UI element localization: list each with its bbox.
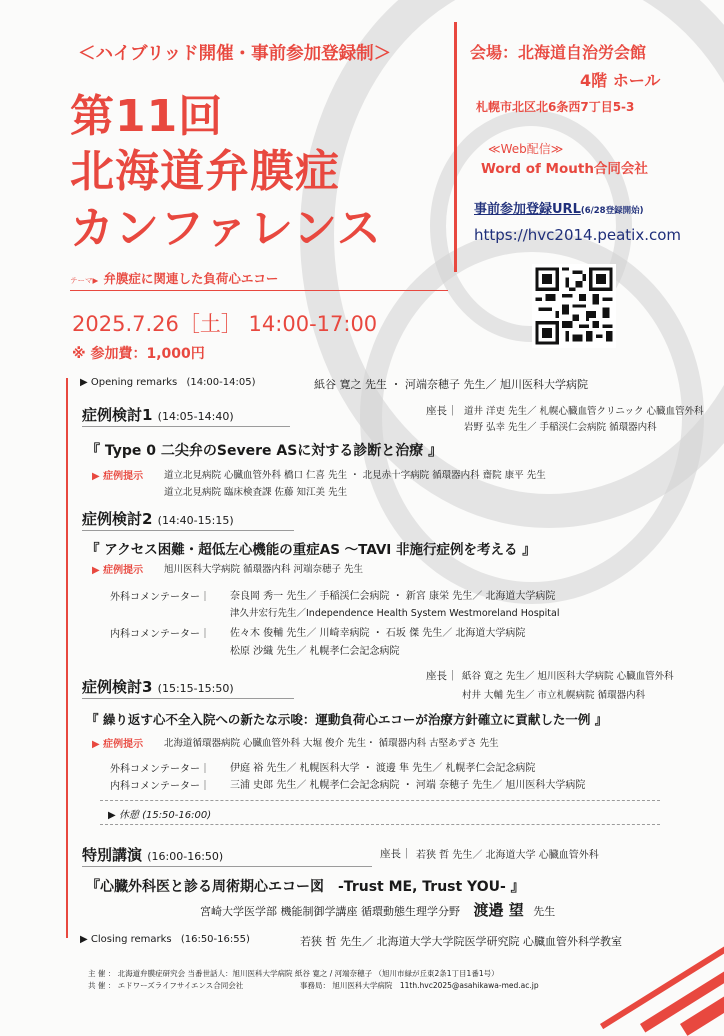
- registration-label: 事前参加登録URL: [474, 202, 581, 217]
- footer-host-label: 主 催 ：: [88, 969, 116, 978]
- lecture-heading-row: [82, 844, 223, 865]
- web-company: Word of Mouth合同会社: [481, 161, 648, 177]
- closing-label: ▶ Closing remarks: [80, 934, 172, 945]
- case3-title: 『 繰り返す心不全入院への新たな示唆：運動負荷心エコーが治療方針確立に貢献した一例 』: [86, 712, 608, 727]
- registration-url[interactable]: https://hvc2014.peatix.com: [474, 226, 682, 244]
- footer-host: 北海道弁膜症研究会 当番世話人：旭川医科大学病院 紙谷 寛之 / 河端奈穂子 （旭川市緑が丘東2条1丁目1番1号）: [117, 969, 499, 978]
- theme-prefix: テーマ▶: [70, 276, 99, 285]
- event-date: 2025.7.26［土］ 14:00-17:00: [72, 312, 378, 336]
- registration-qr-code[interactable]: [532, 264, 616, 348]
- lecture-speaker-row: [200, 899, 555, 920]
- lecture-chair-label: 座長｜: [380, 848, 412, 860]
- break-rule-top: [100, 800, 660, 802]
- case1-chair-1: 道井 洋吏 先生／ 札幌心臓血管クリニック 心臓血管外科: [464, 406, 704, 417]
- case3-heading-row: [82, 676, 234, 697]
- venue-label-1: 会場：北海道自治労会館: [470, 43, 647, 62]
- case1-title: 『 Type 0 二尖弁のSevere ASに対する診断と治療 』: [86, 443, 443, 459]
- case1-presenter-label: ▶ 症例提示: [92, 471, 144, 482]
- case1-chair-label: 座長｜: [426, 405, 458, 417]
- lecture-rule: [82, 866, 372, 867]
- case2-time: (14:40-15:15): [157, 514, 234, 527]
- break-time: (15:50-16:00): [142, 810, 212, 821]
- case2-physician-label: 内科コメンテーター｜: [110, 629, 210, 640]
- break-row: [108, 806, 211, 821]
- title-line-2: 北海道弁膜症: [70, 146, 340, 197]
- opening-row: [80, 377, 256, 388]
- title-line-3: カンファレンス: [70, 203, 382, 254]
- venue-label-2: 4階 ホール: [580, 71, 661, 90]
- lecture-speaker-affiliation: 宮崎大学医学部 機能制御学講座 循環動態生理学分野: [200, 905, 460, 918]
- fee: ※ 参加費：1,000円: [72, 346, 205, 362]
- case2-title: 『 アクセス困難・超低左心機能の重症AS ～TAVI 非施行症例を考える 』: [86, 542, 536, 558]
- opening-time: (14:00-14:05): [186, 377, 256, 388]
- case3-surgeon: 伊庭 裕 先生／ 札幌医科大学 ・ 渡邊 隼 先生／ 札幌孝仁会記念病院: [230, 763, 536, 774]
- opening-speakers: 紙谷 寛之 先生 ・ 河端奈穂子 先生／ 旭川医科大学病院: [314, 378, 588, 391]
- case2-surgeon-2: 津久井宏行先生／Independence Health System Westmoreland Hospital: [230, 608, 560, 619]
- case1-presenter-1: 道立北見病院 心臓血管外科 橋口 仁喜 先生 ・ 北見赤十字病院 循環器内科 齋院 康平 先生: [164, 470, 546, 481]
- case1-heading-row: [82, 404, 234, 425]
- footer-office-row: [300, 980, 539, 991]
- footer-office-label: 事務局：: [300, 981, 330, 990]
- case1-chair-2: 岩野 弘幸 先生／ 手稲渓仁会病院 循環器内科: [464, 422, 657, 433]
- registration-label-row: [474, 198, 643, 217]
- footer-host-row: [88, 968, 499, 979]
- closing-row: [80, 934, 250, 945]
- lecture-chair: 若狭 哲 先生／ 北海道大学 心臓血管外科: [416, 850, 599, 861]
- web-label: ≪Web配信≫: [488, 142, 564, 156]
- footer-office: 旭川医科大学病院 11th.hvc2025@asahikawa-med.ac.jp: [332, 981, 539, 990]
- case2-heading-row: [82, 508, 234, 529]
- case2-physician-1: 佐々木 俊輔 先生／ 川崎幸病院 ・ 石坂 傑 先生／ 北海道大学病院: [230, 628, 526, 639]
- title-line-1: 第11回: [70, 91, 224, 142]
- break-label: ▶ 休憩: [108, 810, 139, 821]
- case2-heading: 症例検討2: [82, 510, 153, 528]
- theme-underline: [70, 290, 448, 291]
- case3-heading: 症例検討3: [82, 678, 153, 696]
- footer-cohost-label: 共 催 ：: [88, 981, 116, 990]
- case1-rule: [82, 426, 290, 427]
- case1-heading: 症例検討1: [82, 406, 153, 424]
- case3-rule: [82, 698, 294, 699]
- case3-physician: 三浦 史郎 先生／ 札幌孝仁会記念病院 ・ 河端 奈穂子 先生／ 旭川医科大学病院: [230, 780, 586, 791]
- left-accent-line: [66, 378, 68, 938]
- case3-presenter-label: ▶ 症例提示: [92, 739, 144, 750]
- lecture-speaker-suffix: 先生: [533, 905, 556, 918]
- theme-text: 弁膜症に関連した負荷心エコー: [103, 271, 279, 286]
- case3-time: (15:15-15:50): [157, 682, 234, 695]
- theme-row: [70, 268, 278, 287]
- break-rule-bottom: [100, 824, 660, 826]
- case2-presenter-label: ▶ 症例提示: [92, 565, 144, 576]
- lecture-speaker-name: 渡邉 望: [473, 901, 524, 919]
- footer-cohost-row: [88, 980, 243, 991]
- title-divider: [454, 22, 457, 272]
- opening-label: ▶ Opening remarks: [80, 377, 178, 388]
- case3-chair-label: 座長｜: [426, 670, 458, 682]
- registration-note: (6/28登録開始): [580, 206, 644, 216]
- case3-physician-label: 内科コメンテーター｜: [110, 781, 210, 792]
- case2-surgeon-1: 奈良岡 秀一 先生／ 手稲渓仁会病院 ・ 新宮 康栄 先生／ 北海道大学病院: [230, 591, 556, 602]
- footer-cohost: エドワーズライフサイエンス合同会社: [117, 981, 244, 990]
- lecture-heading: 特別講演: [82, 846, 143, 864]
- closing-time: (16:50-16:55): [180, 934, 250, 945]
- case3-presenter: 北海道循環器病院 心臓血管外科 大堀 俊介 先生・ 循環器内科 古堅あずさ 先生: [164, 738, 499, 749]
- case1-time: (14:05-14:40): [157, 410, 234, 423]
- venue-address: 札幌市北区北6条西7丁目5-3: [476, 100, 635, 114]
- case3-chair-1: 紙谷 寛之 先生／ 旭川医科大学病院 心臓血管外科: [462, 671, 674, 682]
- format-label: ＜ハイブリッド開催・事前参加登録制＞: [78, 44, 392, 64]
- case2-presenter: 旭川医科大学病院 循環器内科 河端奈穂子 先生: [164, 564, 364, 575]
- lecture-title: 『心臓外科医と診る周術期心エコー図 -Trust ME, Trust YOU- 』: [86, 879, 525, 895]
- case3-chair-2: 村井 大輔 先生／ 市立札幌病院 循環器内科: [462, 690, 646, 701]
- case2-rule: [82, 530, 294, 531]
- case2-surgeon-label: 外科コメンテーター｜: [110, 592, 210, 603]
- case2-physician-2: 松原 沙織 先生／ 札幌孝仁会記念病院: [230, 646, 400, 657]
- closing-speaker: 若狭 哲 先生／ 北海道大学大学院医学研究院 心臓血管外科学教室: [300, 935, 622, 948]
- case3-surgeon-label: 外科コメンテーター｜: [110, 764, 210, 775]
- case1-presenter-2: 道立北見病院 臨床検査課 佐藤 知江美 先生: [164, 487, 348, 498]
- lecture-time: (16:00-16:50): [147, 850, 224, 863]
